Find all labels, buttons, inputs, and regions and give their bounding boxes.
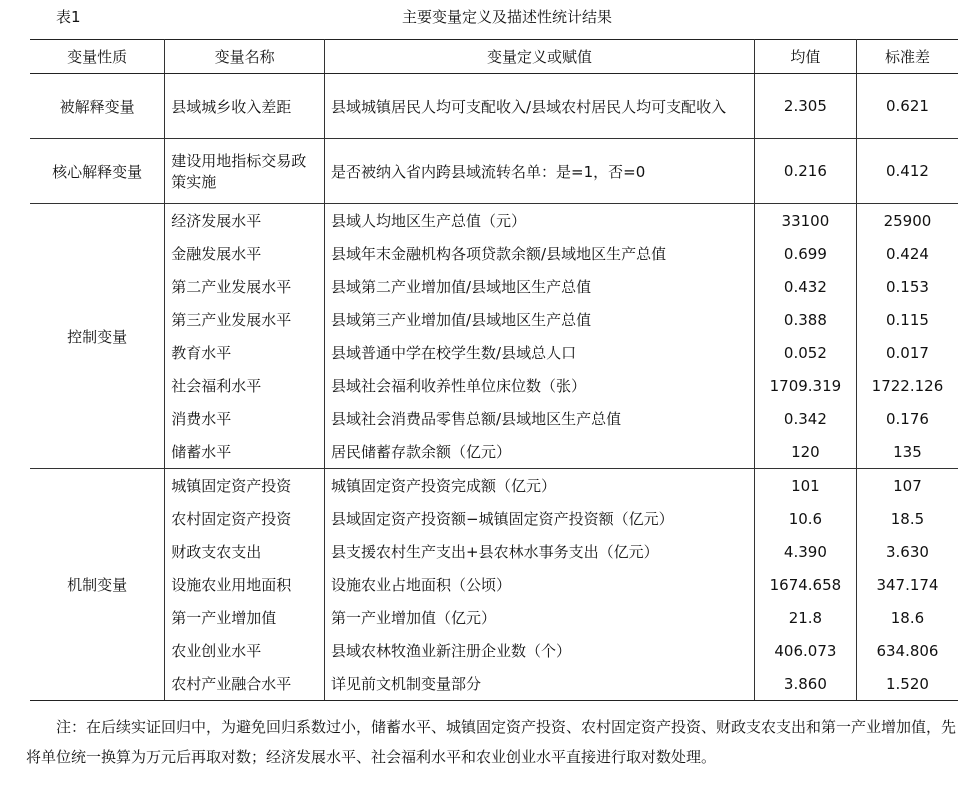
sd-cell: 634.806 bbox=[876, 641, 939, 660]
mean-cell: 0.342 bbox=[754, 402, 856, 435]
sd-cell: 18.5 bbox=[890, 509, 925, 528]
mean-cell: 1674.658 bbox=[754, 568, 856, 601]
definition-cell: 详见前文机制变量部分 bbox=[325, 667, 755, 701]
group-cell: 机制变量 bbox=[30, 469, 165, 701]
table-row bbox=[30, 634, 958, 667]
table-label: 表1 bbox=[56, 8, 81, 26]
mean-cell: 0.699 bbox=[754, 237, 856, 270]
table-row bbox=[30, 601, 958, 634]
definition-cell: 居民储蓄存款余额（亿元） bbox=[325, 435, 755, 469]
name-cell: 城镇固定资产投资 bbox=[165, 469, 325, 503]
definition-cell: 县域固定资产投资额−城镇固定资产投资额（亿元） bbox=[325, 502, 755, 535]
mean-cell: 1709.319 bbox=[754, 369, 856, 402]
definition-cell: 第一产业增加值（亿元） bbox=[325, 601, 755, 634]
sd-cell: 107 bbox=[893, 476, 922, 495]
table-row bbox=[30, 139, 958, 204]
table-row bbox=[30, 568, 958, 601]
sd-cell: 0.115 bbox=[885, 310, 929, 329]
sd-cell: 1.520 bbox=[856, 667, 958, 701]
name-cell: 社会福利水平 bbox=[165, 369, 325, 402]
definition-cell: 县域年末金融机构各项贷款余额/县域地区生产总值 bbox=[325, 237, 755, 270]
header-cell: 变量定义或赋值 bbox=[325, 40, 755, 74]
name-cell: 教育水平 bbox=[165, 336, 325, 369]
definition-cell: 县域第二产业增加值/县域地区生产总值 bbox=[325, 270, 755, 303]
table-note: 注：在后续实证回归中，为避免回归系数过小，储蓄水平、城镇固定资产投资、农村固定资产投资、财政支农支出和第一产业增加值，先将单位统一换算为万元后再取对数；经济发展水平、社会福利水平和农业创业水平直接进行取对数处理。 bbox=[26, 718, 957, 766]
table-row bbox=[30, 336, 958, 369]
name-cell: 消费水平 bbox=[165, 402, 325, 435]
header-cell: 均值 bbox=[754, 40, 856, 74]
table-caption bbox=[56, 6, 958, 30]
header-row bbox=[30, 40, 958, 74]
table-row bbox=[30, 667, 958, 701]
definition-cell: 县域社会福利收养性单位床位数（张） bbox=[325, 369, 755, 402]
sd-cell: 0.153 bbox=[885, 277, 929, 296]
sd-cell: 25900 bbox=[883, 211, 932, 230]
table-row bbox=[30, 204, 958, 238]
table-row bbox=[30, 435, 958, 469]
table-row bbox=[30, 369, 958, 402]
definition-cell: 县域社会消费品零售总额/县域地区生产总值 bbox=[325, 402, 755, 435]
table-row bbox=[30, 402, 958, 435]
name-cell: 经济发展水平 bbox=[165, 204, 325, 238]
table-row bbox=[30, 303, 958, 336]
header-cell: 变量性质 bbox=[30, 40, 165, 74]
mean-cell: 21.8 bbox=[754, 601, 856, 634]
header-cell: 变量名称 bbox=[165, 40, 325, 74]
mean-cell: 0.432 bbox=[754, 270, 856, 303]
name-cell: 第二产业发展水平 bbox=[165, 270, 325, 303]
definition-cell: 县域人均地区生产总值（元） bbox=[325, 204, 755, 238]
definition-cell: 县域农林牧渔业新注册企业数（个） bbox=[325, 634, 755, 667]
sd-cell: 0.621 bbox=[856, 74, 958, 139]
mean-cell: 2.305 bbox=[754, 74, 856, 139]
sd-cell: 1722.126 bbox=[871, 376, 944, 395]
mean-cell: 101 bbox=[754, 469, 856, 503]
name-cell: 建设用地指标交易政策实施 bbox=[165, 139, 325, 204]
mean-cell: 0.216 bbox=[754, 139, 856, 204]
definition-cell: 城镇固定资产投资完成额（亿元） bbox=[325, 469, 755, 503]
mean-cell: 33100 bbox=[754, 204, 856, 238]
definition-cell: 设施农业占地面积（公顷） bbox=[325, 568, 755, 601]
table-row bbox=[30, 270, 958, 303]
mean-cell: 406.073 bbox=[754, 634, 856, 667]
definition-cell: 县域普通中学在校学生数/县域总人口 bbox=[325, 336, 755, 369]
table-row bbox=[30, 74, 958, 139]
name-cell: 设施农业用地面积 bbox=[165, 568, 325, 601]
header-cell: 标准差 bbox=[856, 40, 958, 74]
table-row bbox=[30, 502, 958, 535]
definition-cell: 县域第三产业增加值/县域地区生产总值 bbox=[325, 303, 755, 336]
mean-cell: 4.390 bbox=[754, 535, 856, 568]
table-row bbox=[30, 469, 958, 503]
table-title: 主要变量定义及描述性统计结果 bbox=[401, 8, 612, 26]
table-row bbox=[30, 535, 958, 568]
mean-cell: 3.860 bbox=[754, 667, 856, 701]
sd-cell: 0.176 bbox=[885, 409, 929, 428]
name-cell: 金融发展水平 bbox=[165, 237, 325, 270]
statistics-table bbox=[30, 39, 958, 701]
name-cell: 县域城乡收入差距 bbox=[165, 74, 325, 139]
group-cell: 被解释变量 bbox=[30, 74, 165, 139]
mean-cell: 10.6 bbox=[754, 502, 856, 535]
name-cell: 农业创业水平 bbox=[165, 634, 325, 667]
group-cell: 核心解释变量 bbox=[30, 139, 165, 204]
name-cell: 财政支农支出 bbox=[165, 535, 325, 568]
sd-cell: 135 bbox=[856, 435, 958, 469]
mean-cell: 0.052 bbox=[754, 336, 856, 369]
definition-cell: 县域城镇居民人均可支配收入/县域农村居民人均可支配收入 bbox=[325, 74, 755, 139]
sd-cell: 0.017 bbox=[885, 343, 929, 362]
definition-cell: 是否被纳入省内跨县域流转名单：是=1，否=0 bbox=[325, 139, 755, 204]
mean-cell: 0.388 bbox=[754, 303, 856, 336]
definition-cell: 县支援农村生产支出+县农林水事务支出（亿元） bbox=[325, 535, 755, 568]
sd-cell: 0.424 bbox=[885, 244, 929, 263]
sd-cell: 347.174 bbox=[876, 575, 939, 594]
mean-cell: 120 bbox=[754, 435, 856, 469]
group-cell: 控制变量 bbox=[30, 204, 165, 469]
sd-cell: 18.6 bbox=[890, 608, 925, 627]
sd-cell: 3.630 bbox=[885, 542, 929, 561]
sd-cell: 0.412 bbox=[856, 139, 958, 204]
name-cell: 第一产业增加值 bbox=[165, 601, 325, 634]
name-cell: 农村固定资产投资 bbox=[165, 502, 325, 535]
name-cell: 储蓄水平 bbox=[165, 435, 325, 469]
name-cell: 第三产业发展水平 bbox=[165, 303, 325, 336]
name-cell: 农村产业融合水平 bbox=[165, 667, 325, 701]
table-row bbox=[30, 237, 958, 270]
